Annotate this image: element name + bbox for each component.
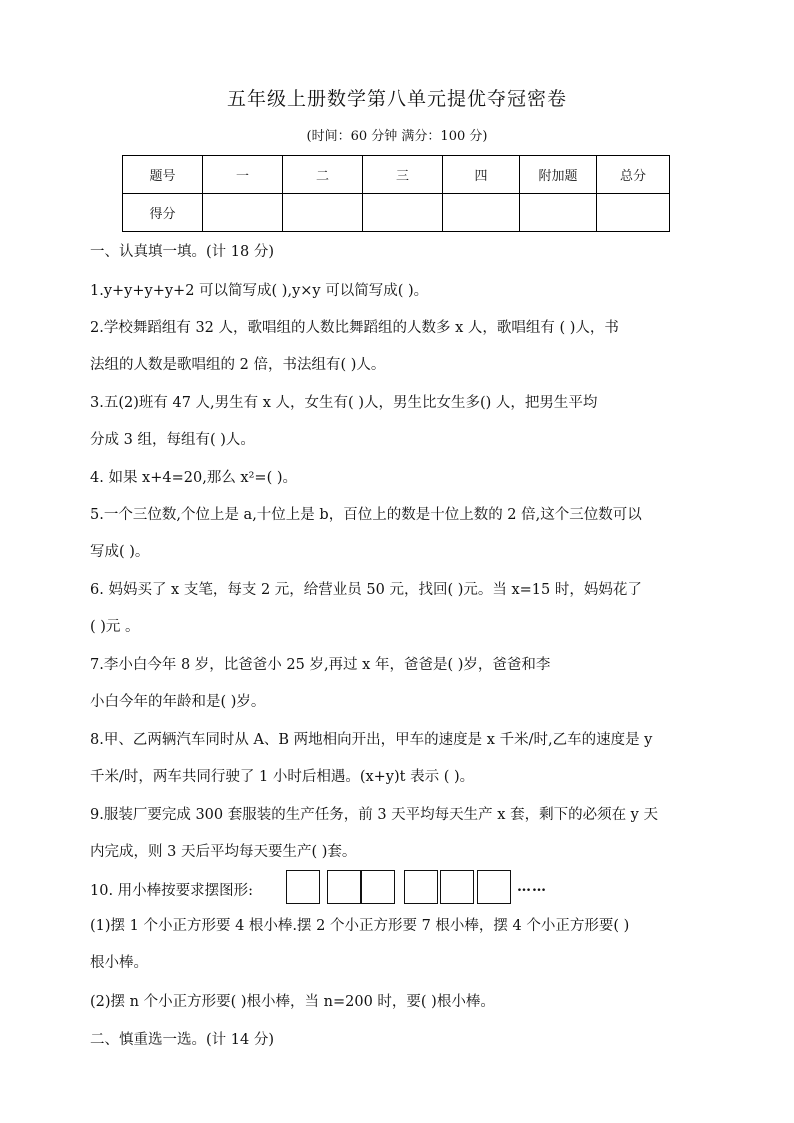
square-group-3-square — [404, 870, 438, 904]
score-table-score-row — [123, 194, 670, 232]
question-line: 6. 妈妈买了 x 支笔，每支 2 元，给营业员 50 元，找回( )元。当 x=15 时，妈妈花了 — [90, 582, 642, 598]
question-line: 7.李小白今年 8 岁，比爸爸小 25 岁,再过 x 年，爸爸是( )岁，爸爸和李 — [90, 657, 551, 673]
question-line: 根小棒。 — [90, 955, 148, 971]
question-line: 4. 如果 x+4=20,那么 x²=( )。 — [90, 470, 297, 486]
score-cell — [363, 194, 443, 232]
square-group-2-square — [361, 870, 395, 904]
header-cell-section-3: 三 — [363, 156, 443, 194]
question-line: 1.y+y+y+y+2 可以简写成( ),y×y 可以简写成( )。 — [90, 283, 429, 299]
question-line: 10. 用小棒按要求摆图形: — [90, 883, 254, 899]
question-line: 内完成，则 3 天后平均每天要生产( )套。 — [90, 844, 357, 860]
question-line: (2)摆 n 个小正方形要( )根小棒，当 n=200 时，要( )根小棒。 — [90, 994, 495, 1010]
square-group-2-square — [327, 870, 361, 904]
exam-info: (时间：60 分钟 满分：100 分) — [306, 129, 488, 144]
continuation-ellipsis: …… — [517, 879, 547, 895]
header-cell-bonus: 附加题 — [520, 156, 597, 194]
score-table-header-row — [123, 156, 670, 194]
header-cell-section-2: 二 — [283, 156, 363, 194]
question-line: 2.学校舞蹈组有 32 人，歌唱组的人数比舞蹈组的人数多 x 人，歌唱组有 ( )人，书 — [90, 320, 619, 336]
question-line: 千米/时，两车共同行驶了 1 小时后相遇。(x+y)t 表示 ( )。 — [90, 769, 475, 785]
square-group-1-square — [286, 870, 320, 904]
section-heading-multiple-choice: 二、慎重选一选。(计 14 分) — [90, 1032, 274, 1048]
score-cell — [203, 194, 283, 232]
header-cell-section-4: 四 — [443, 156, 520, 194]
score-cell — [597, 194, 670, 232]
page-title: 五年级上册数学第八单元提优夺冠密卷 — [226, 88, 567, 110]
question-line: 3.五(2)班有 47 人,男生有 x 人，女生有( )人，男生比女生多() 人，把男生平均 — [90, 395, 598, 411]
header-cell-section-1: 一 — [203, 156, 283, 194]
score-cell — [520, 194, 597, 232]
score-cell — [443, 194, 520, 232]
question-line: 法组的人数是歌唱组的 2 倍，书法组有( )人。 — [90, 357, 386, 373]
header-cell-question-number: 题号 — [123, 156, 203, 194]
score-cell — [283, 194, 363, 232]
square-group-3-square — [477, 870, 511, 904]
question-line: 写成( )。 — [90, 544, 150, 560]
question-line: (1)摆 1 个小正方形要 4 根小棒.摆 2 个小正方形要 7 根小棒，摆 4 个小正方形要( ) — [90, 918, 630, 934]
question-line: 小白今年的年龄和是( )岁。 — [90, 694, 266, 710]
score-table — [122, 155, 670, 232]
row-label-score: 得分 — [123, 194, 203, 232]
question-line: 9.服装厂要完成 300 套服装的生产任务，前 3 天平均每天生产 x 套，剩下的必须在 y 天 — [90, 807, 658, 823]
question-line: 8.甲、乙两辆汽车同时从 A、B 两地相向开出，甲车的速度是 x 千米/时,乙车的速度是 y — [90, 732, 653, 748]
square-group-3-square — [440, 870, 474, 904]
question-line: 5.一个三位数,个位上是 a,十位上是 b，百位上的数是十位上数的 2 倍,这个三位数可以 — [90, 507, 642, 523]
header-cell-total: 总分 — [597, 156, 670, 194]
question-line: ( )元 。 — [90, 619, 140, 635]
question-line: 分成 3 组，每组有( )人。 — [90, 432, 255, 448]
section-heading-fill-in: 一、认真填一填。(计 18 分) — [90, 244, 274, 260]
